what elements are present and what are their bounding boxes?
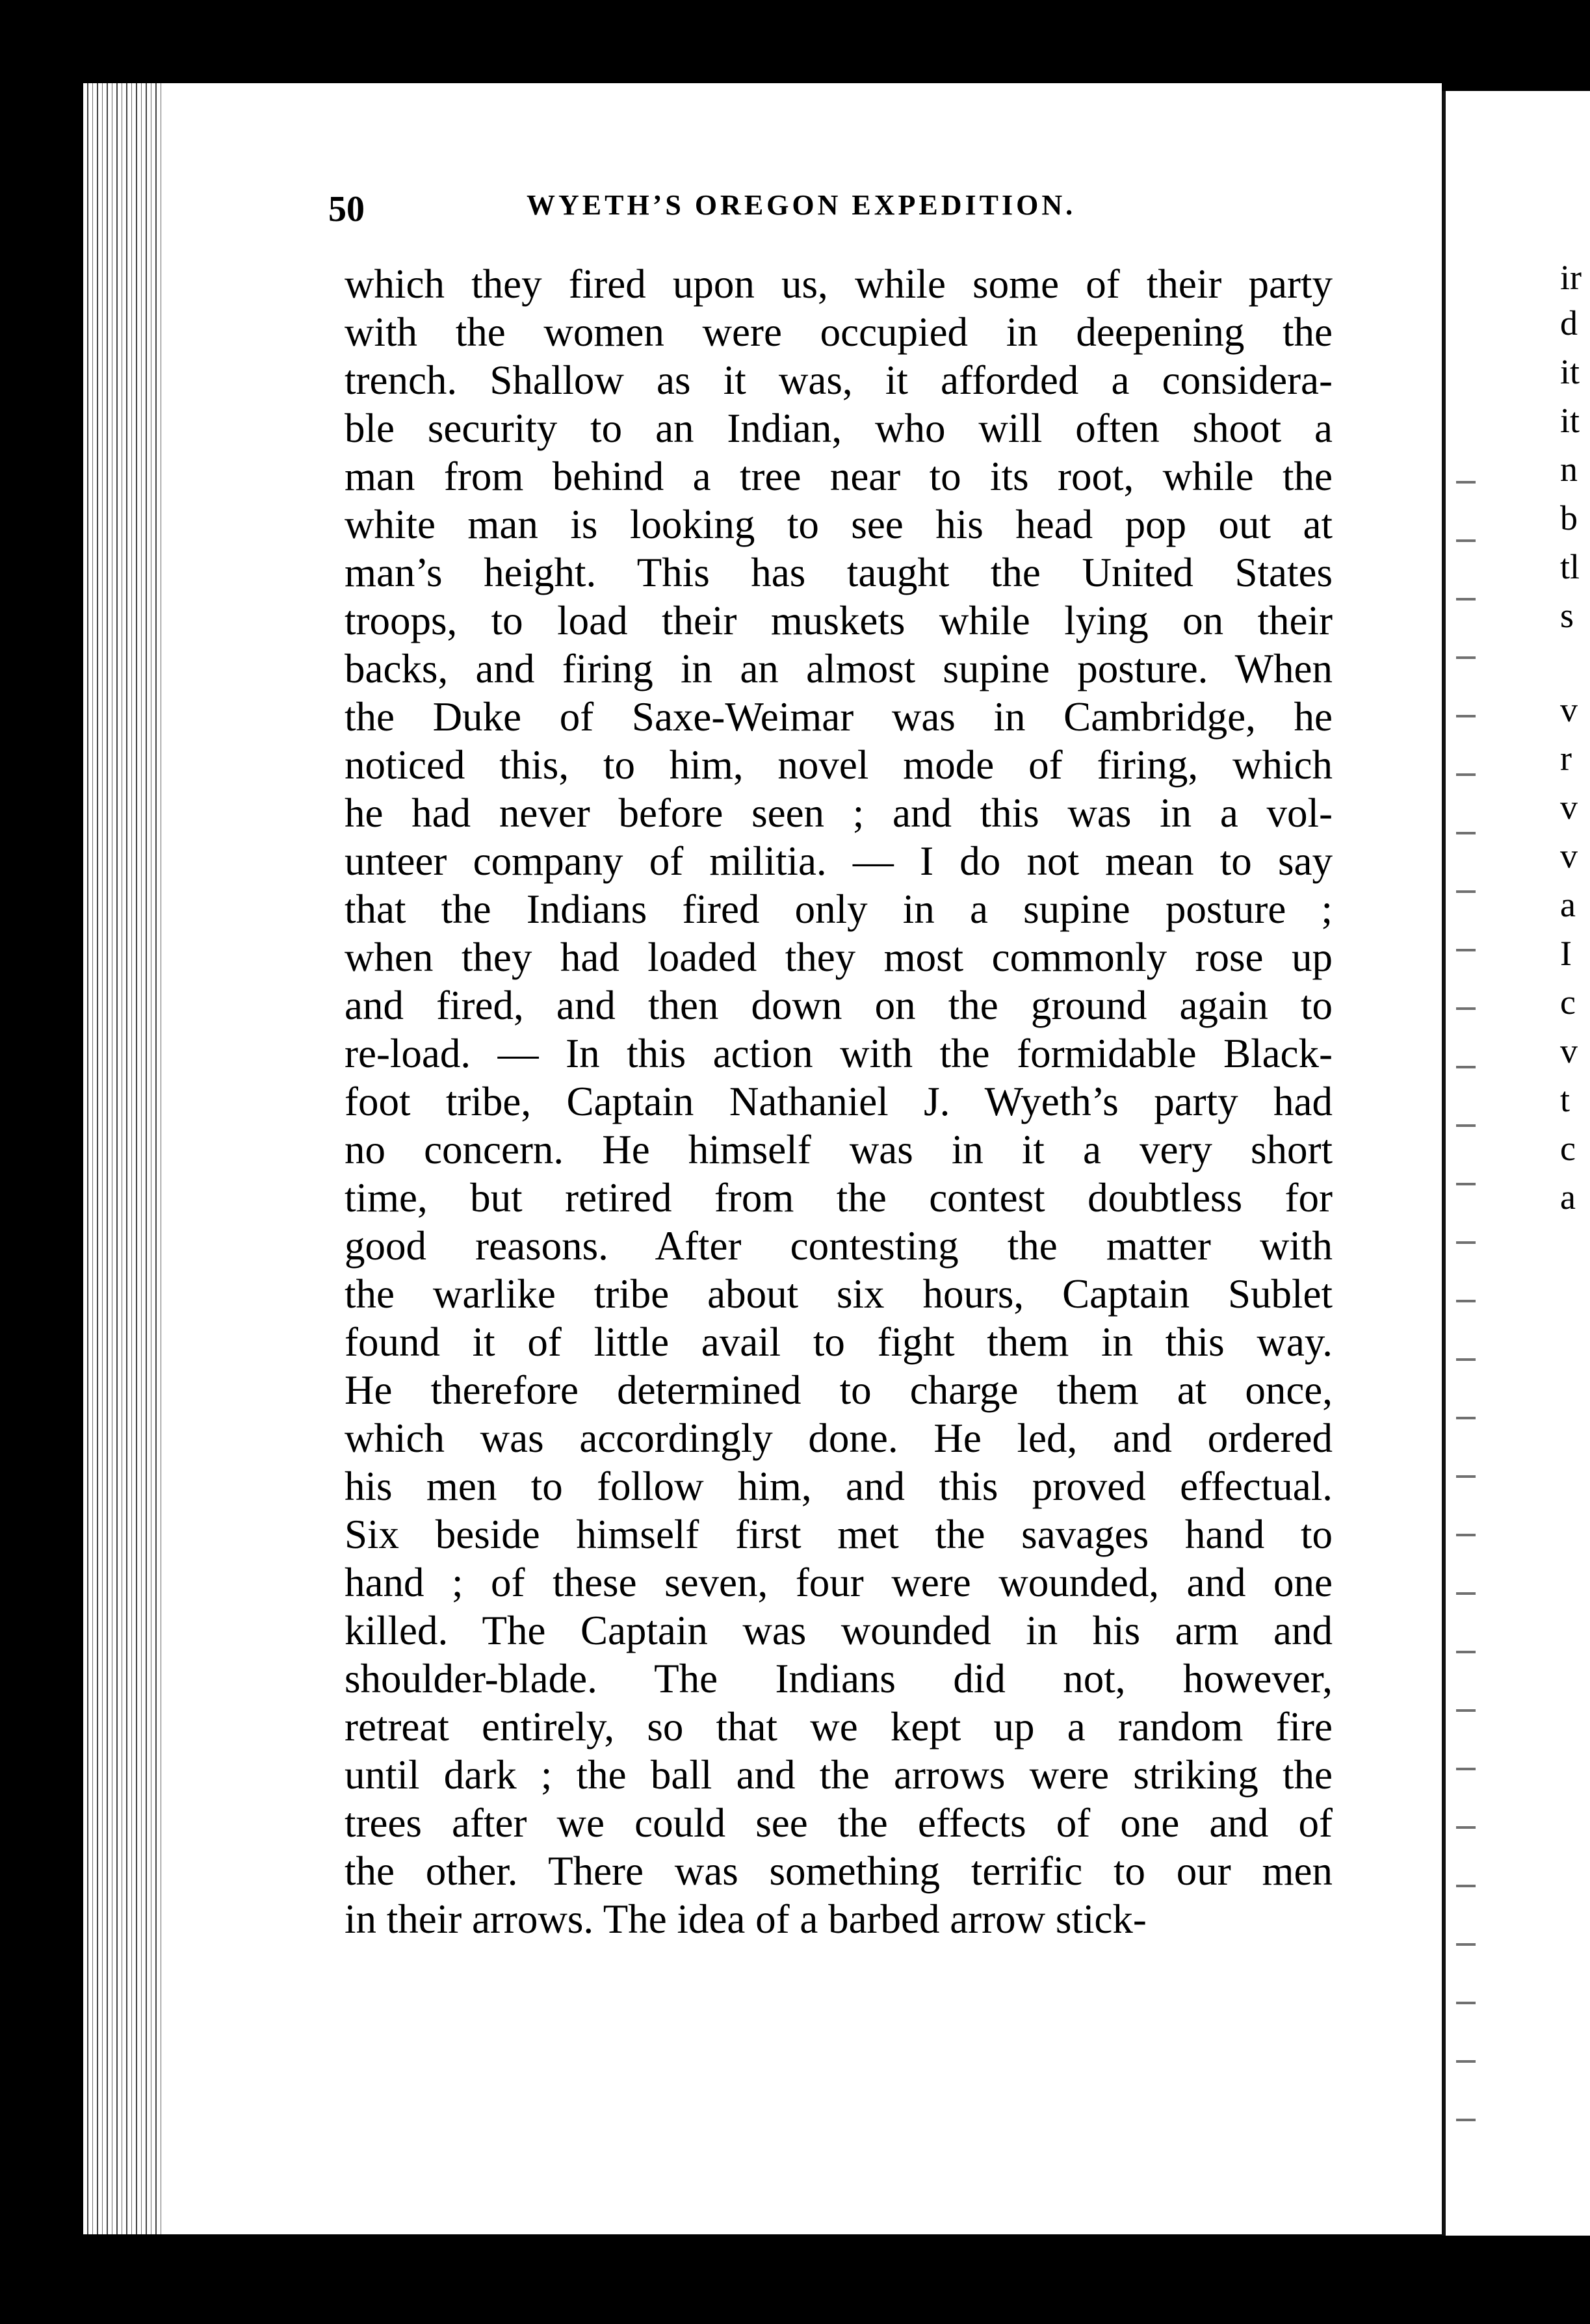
facing-page-fragment: v — [1560, 788, 1578, 827]
text-line: foot tribe, Captain Nathaniel J. Wyeth’s party had — [345, 1079, 1333, 1124]
facing-page-fragment: a — [1560, 885, 1576, 924]
text-line: trees after we could see the effects of one and of — [345, 1800, 1333, 1846]
facing-page-fragment: c — [1560, 1129, 1576, 1168]
text-line: He therefore determined to charge them at once, — [345, 1367, 1333, 1413]
text-line: which was accordingly done. He led, and ordered — [345, 1415, 1333, 1461]
text-line: his men to follow him, and this proved effectual. — [345, 1464, 1333, 1509]
facing-page-fragment: r — [1560, 739, 1572, 778]
facing-page-fragment: v — [1560, 690, 1578, 729]
text-line: the Duke of Saxe-Weimar was in Cambridge, he — [345, 694, 1333, 740]
text-line: he had never before seen ; and this was in a vol- — [345, 790, 1333, 836]
facing-page-marks — [1456, 455, 1476, 2145]
facing-page-fragment: d — [1560, 303, 1578, 342]
text-line: man from behind a tree near to its root, while the — [345, 454, 1333, 499]
text-line: re-load. — In this action with the formidable Black- — [345, 1031, 1333, 1076]
text-line: trench. Shallow as it was, it afforded a considera- — [345, 357, 1333, 403]
facing-page-fragment: s — [1560, 596, 1574, 635]
text-line: no concern. He himself was in it a very short — [345, 1127, 1333, 1172]
text-line: troops, to load their muskets while lying on their — [345, 598, 1333, 643]
facing-page-fragment: it — [1560, 352, 1580, 391]
text-line: Six beside himself first met the savages hand to — [345, 1512, 1333, 1557]
text-line: which they fired upon us, while some of their party — [345, 261, 1333, 307]
running-title: WYETH’S OREGON EXPEDITION. — [527, 189, 1076, 221]
facing-page-fragment: a — [1560, 1178, 1576, 1217]
text-line: hand ; of these seven, four were wounded, and one — [345, 1560, 1333, 1605]
text-line: and fired, and then down on the ground again to — [345, 983, 1333, 1028]
text-line: that the Indians fired only in a supine posture ; — [345, 886, 1333, 932]
text-line: the other. There was something terrific to our men — [345, 1848, 1333, 1894]
text-line: retreat entirely, so that we kept up a random fire — [345, 1704, 1333, 1749]
body-text — [345, 260, 1333, 1943]
page-number: 50 — [328, 189, 365, 229]
facing-page-fragment: ir — [1560, 258, 1582, 297]
text-line: the warlike tribe about six hours, Captain Sublet — [345, 1271, 1333, 1317]
facing-page-fragment: it — [1560, 401, 1580, 440]
facing-page-fragment: t — [1560, 1080, 1570, 1119]
text-line: until dark ; the ball and the arrows were striking the — [345, 1752, 1333, 1798]
text-line: in their arrows. The idea of a barbed arrow stick- — [345, 1896, 1147, 1942]
text-line: killed. The Captain was wounded in his arm and — [345, 1608, 1333, 1653]
binding-gutter — [83, 83, 161, 2234]
text-line: backs, and firing in an almost supine posture. When — [345, 646, 1333, 691]
facing-page-fragment: v — [1560, 836, 1578, 875]
text-line: unteer company of militia. — I do not mean to say — [345, 838, 1333, 884]
text-line: good reasons. After contesting the matter with — [345, 1223, 1333, 1269]
text-line: noticed this, to him, novel mode of firing, which — [345, 742, 1333, 788]
text-line: time, but retired from the contest doubtless for — [345, 1175, 1333, 1220]
text-line: when they had loaded they most commonly rose up — [345, 935, 1333, 980]
facing-page-fragment: c — [1560, 983, 1576, 1022]
text-line: man’s height. This has taught the United States — [345, 550, 1333, 595]
facing-page-fragment: n — [1560, 450, 1578, 489]
facing-page-fragment: v — [1560, 1031, 1578, 1070]
text-line: white man is looking to see his head pop out at — [345, 502, 1333, 547]
text-line: shoulder-blade. The Indians did not, however, — [345, 1656, 1333, 1701]
facing-page-fragment: b — [1560, 498, 1578, 537]
facing-page-fragment: tl — [1560, 547, 1580, 586]
text-line: ble security to an Indian, who will often shoot a — [345, 406, 1333, 451]
text-line: found it of little avail to fight them in this way. — [345, 1319, 1333, 1365]
facing-page-fragment: I — [1560, 934, 1572, 973]
text-line: with the women were occupied in deepening the — [345, 309, 1333, 355]
